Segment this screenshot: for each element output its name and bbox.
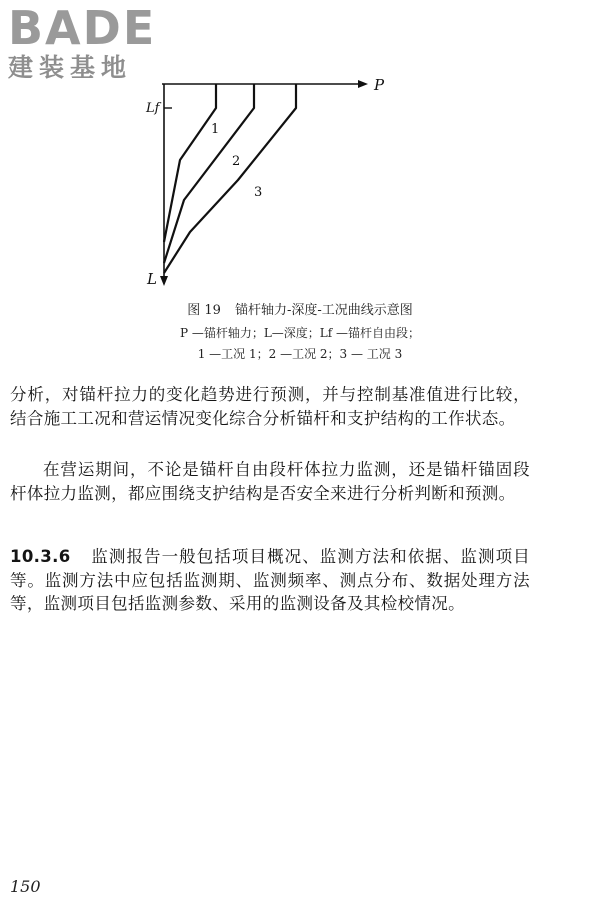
figure-title: 锚杆轴力-深度-工况曲线示意图 (234, 303, 413, 318)
l-axis-arrow (160, 276, 168, 286)
l-axis-label: L (147, 270, 157, 288)
paragraph-analysis: 分析，对锚杆拉力的变化趋势进行预测，并与控制基准值进行比较，结合施工工况和营运情况变化综合分析锚杆和支护结构的工作状态。 (10, 385, 530, 428)
lf-label: Lf (146, 101, 160, 116)
section-text: 监测报告一般包括项目概况、监测方法和依据、监测项目等。监测方法中应包括监测期、监测频率、测点分布、数据处理方法等，监测项目包括监测参数、采用的监测设备及其检校情况。 (10, 547, 530, 614)
page-number: 150 (10, 877, 41, 896)
anchor-force-diagram (0, 0, 600, 300)
section-number: 10.3.6 (10, 547, 71, 566)
paragraph-report (10, 545, 530, 616)
figure-legend-line-1: P —锚杆轴力；L—深度；Lf —锚杆自由段； (179, 326, 421, 340)
logo-subtitle: 建装基地 (8, 53, 133, 82)
curve-3 (164, 84, 296, 273)
paragraph-operation: 在营运期间，不论是锚杆自由段杆体拉力监测，还是锚杆锚固段杆体拉力监测，都应围绕支护结构是否安全来进行分析判断和预测。 (10, 460, 530, 503)
figure-caption (0, 301, 600, 321)
curve-2-label: 2 (232, 154, 241, 169)
p-axis-arrow (358, 80, 368, 88)
figure-legend-line-2: 1 —工况 1；2 —工况 2；3 — 工况 3 (197, 347, 403, 361)
p-axis-label: P (374, 76, 385, 94)
curve-3-label: 3 (254, 185, 263, 200)
curve-1-label: 1 (211, 122, 220, 137)
figure-number: 图 19 (187, 303, 221, 318)
logo-wordmark: BADE (8, 1, 157, 55)
